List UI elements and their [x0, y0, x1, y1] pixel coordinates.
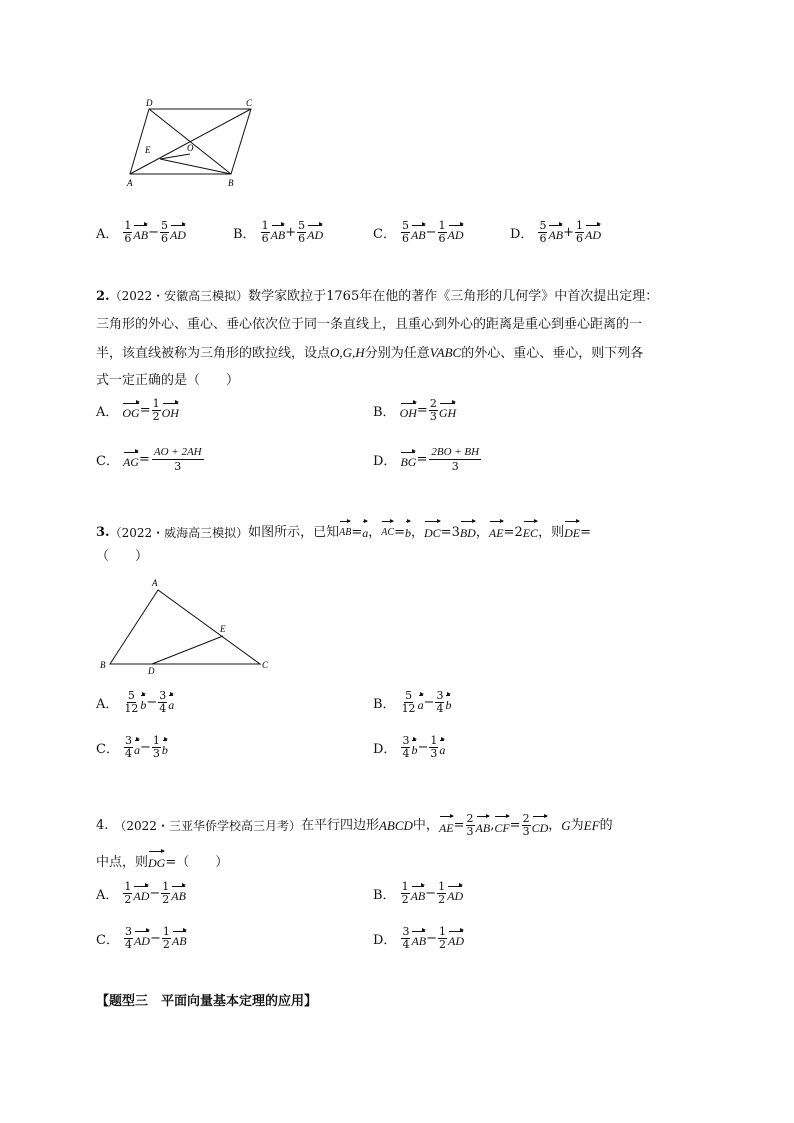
frac-den: 2	[438, 893, 446, 906]
operator: −	[425, 886, 437, 901]
frac-num: 1	[152, 734, 160, 747]
vector-ec: EC	[523, 519, 538, 542]
triangle-figure	[96, 574, 276, 674]
vector: AD	[134, 929, 150, 949]
vector: AD	[170, 223, 186, 243]
equals: =	[416, 403, 428, 418]
vector: AB	[133, 223, 148, 243]
q2-triangle: VABC	[429, 345, 462, 360]
frac-den: 2	[401, 893, 409, 906]
frac-den: 3	[430, 747, 438, 760]
q4-number: 4.	[96, 817, 109, 833]
q2-points: O,G,H	[330, 345, 365, 360]
q4-option-c[interactable]	[96, 926, 187, 951]
q4-text1: 在平行四边形	[300, 817, 379, 833]
segment-eb	[160, 159, 231, 174]
frac-num: 5	[160, 219, 168, 232]
vector-b: b	[405, 519, 411, 542]
vector: AB	[172, 929, 187, 949]
frac-num: 1	[261, 219, 269, 232]
q4-segment-ef: EF	[583, 817, 600, 833]
option-letter: D．	[373, 933, 397, 948]
operator: −	[423, 695, 435, 710]
q1-option-a[interactable]	[96, 220, 186, 245]
vector: OH	[400, 401, 417, 421]
q3-option-a[interactable]	[96, 690, 174, 715]
label-a: A	[152, 578, 158, 588]
vector: AB	[411, 884, 426, 904]
vector: AD	[133, 884, 149, 904]
option-letter: D．	[373, 742, 397, 757]
frac-den: 2	[162, 938, 170, 951]
frac-den: 12	[401, 702, 416, 715]
vector: AB	[271, 223, 286, 243]
option-letter: C．	[96, 742, 119, 757]
frac-num: 5	[298, 219, 306, 232]
frac-num: 3	[436, 689, 444, 702]
vector: AD	[307, 223, 323, 243]
vector-cd: CD	[532, 814, 549, 837]
frac-den: 2	[124, 893, 132, 906]
option-letter: D．	[373, 454, 397, 469]
q1-option-c[interactable]	[373, 220, 464, 245]
q3-option-b[interactable]	[373, 690, 451, 715]
label-c: C	[262, 660, 269, 670]
vector: AB	[171, 884, 186, 904]
q2-text-line3a: 半，该直线被称为三角形的欧拉线，设点	[96, 346, 331, 361]
equals: =	[416, 452, 428, 467]
q4-line1: 4. （2022・三亚华侨学校高三月考） 在平行四边形 ABCD 中， AE = $\frac{2}{3}$ AB , CF = $\frac{2}{3}$ CD ， G 为 EF 的	[96, 812, 613, 838]
frac-den: 6	[438, 232, 446, 245]
frac-num: 5	[401, 219, 409, 232]
vector-ab: AB	[339, 519, 351, 542]
operator: −	[146, 695, 158, 710]
q4-line2	[96, 849, 228, 872]
frac-num: 1	[430, 734, 438, 747]
q2-option-d[interactable]	[373, 445, 483, 474]
label-d: D	[148, 666, 155, 674]
frac-num: 1	[438, 219, 446, 232]
option-letter: C．	[96, 933, 119, 948]
option-letter: A．	[96, 405, 119, 420]
q4-option-a[interactable]	[96, 881, 186, 906]
operator: −	[139, 740, 151, 755]
vector: AD	[448, 223, 464, 243]
q4-text4: 为	[570, 817, 584, 833]
vector: a	[418, 693, 424, 713]
q2-option-b[interactable]	[373, 398, 456, 423]
frac-den: 3	[429, 410, 437, 423]
q2-option-c[interactable]	[96, 445, 206, 474]
vector: OG	[122, 401, 139, 421]
q3-number: 3.	[96, 525, 110, 540]
q3-line1: 3. （2022・威海高三模拟） 如图所示，已知 AB = a ， AC = b ， DC = 3 BD ， AE = 2 EC ，则 DE =	[96, 519, 591, 542]
frac-num: 2	[466, 812, 474, 825]
frac-den: 4	[124, 747, 132, 760]
q2-source: （2022・安徽高三模拟）	[109, 289, 249, 303]
frac-num: 1	[162, 925, 170, 938]
q4-option-b[interactable]	[373, 881, 463, 906]
frac-num: 3	[124, 925, 132, 938]
frac-den: 2	[152, 410, 160, 423]
frac-den: 3	[174, 460, 182, 473]
frac-num: 2BO + BH	[431, 446, 480, 458]
frac-den: 6	[539, 232, 547, 245]
vector-a: a	[362, 519, 368, 542]
operator: −	[149, 886, 161, 901]
q4-text3: ，	[548, 817, 562, 833]
vector: AB	[411, 929, 426, 949]
frac-den: 3	[522, 825, 530, 838]
operator: +	[563, 225, 575, 240]
vector: b	[162, 738, 168, 758]
label-b: B	[100, 660, 106, 670]
frac-num: 5	[405, 689, 413, 702]
label-a: A	[127, 178, 133, 186]
frac-den: 4	[402, 938, 410, 951]
frac-den: 4	[124, 938, 132, 951]
q2-line3	[96, 344, 643, 363]
option-letter: B．	[373, 405, 396, 420]
vector: AG	[123, 450, 139, 470]
q4-text2: 中，	[412, 817, 439, 833]
frac-num: 3	[124, 734, 132, 747]
option-letter: A．	[96, 697, 119, 712]
frac-den: 4	[436, 702, 444, 715]
label-e: E	[220, 624, 226, 634]
operator: −	[149, 931, 161, 946]
q2-text-line3c: 的外心、重心、垂心，则下列各	[461, 346, 644, 361]
frac-den: 2	[439, 938, 447, 951]
diagonal-bd	[149, 109, 231, 174]
frac-den: 3	[451, 460, 459, 473]
q2-line1	[96, 287, 658, 306]
segment-de	[152, 636, 223, 664]
frac-num: 1	[162, 880, 170, 893]
option-letter: A．	[96, 227, 119, 242]
frac-num: 1	[438, 880, 446, 893]
q4-source: （2022・三亚华侨学校高三月考）	[114, 818, 301, 833]
frac-num: 3	[159, 689, 167, 702]
option-letter: B．	[373, 697, 396, 712]
q2-text-line3b: 分别为任意	[364, 346, 430, 361]
option-letter: B．	[373, 888, 396, 903]
q1-option-b[interactable]	[233, 220, 323, 245]
option-letter: C．	[96, 454, 119, 469]
frac-den: 6	[124, 232, 132, 245]
q4-line2b: =（ ）	[165, 855, 229, 870]
option-letter: B．	[233, 227, 256, 242]
equals: =	[139, 403, 151, 418]
vector: b	[445, 693, 451, 713]
section-title: 【题型三 平面向量基本定理的应用】	[96, 994, 318, 1009]
vector: a	[439, 738, 445, 758]
vector: a	[134, 738, 140, 758]
operator: −	[417, 740, 429, 755]
coef-dc: 3	[451, 525, 460, 540]
operator: −	[425, 225, 437, 240]
equals: =	[138, 452, 150, 467]
q2-option-a[interactable]	[96, 398, 179, 423]
segment-eo	[160, 154, 190, 159]
frac-num: 3	[402, 925, 410, 938]
label-b: B	[228, 178, 234, 186]
label-e: E	[145, 145, 151, 155]
option-letter: D．	[510, 227, 534, 242]
frac-num: AO + 2AH	[153, 446, 202, 458]
vector-ab: AB	[476, 814, 491, 837]
q3-text1: 如图所示，已知	[248, 525, 340, 540]
frac-den: 6	[401, 232, 409, 245]
frac-den: 3	[466, 825, 474, 838]
frac-num: 5	[539, 219, 547, 232]
vector-dg: DG	[148, 849, 165, 872]
vector: AD	[447, 884, 463, 904]
vector-ae: AE	[439, 814, 454, 837]
parallelogram-figure	[118, 96, 268, 186]
frac-num: 5	[127, 689, 135, 702]
operator: −	[148, 225, 159, 240]
operator: +	[285, 225, 297, 240]
vector-ac: AC	[381, 519, 394, 542]
q2-number: 2.	[96, 289, 110, 304]
q3-option-c[interactable]	[96, 735, 168, 760]
q3-option-d[interactable]	[373, 735, 445, 760]
vector: AD	[585, 223, 601, 243]
frac-num: 1	[439, 925, 447, 938]
vector: b	[411, 738, 417, 758]
triangle-outline	[110, 590, 260, 664]
vector-ae: AE	[489, 519, 504, 542]
q2-text-line1: 数学家欧拉于1765年在他的著作《三角形的几何学》中首次提出定理：	[248, 289, 659, 304]
frac-num: 1	[576, 219, 584, 232]
label-c: C	[246, 98, 253, 108]
vector: BG	[400, 450, 416, 470]
frac-num: 1	[124, 880, 132, 893]
frac-den: 6	[261, 232, 269, 245]
option-letter: A．	[96, 888, 119, 903]
frac-den: 6	[160, 232, 168, 245]
q4-parallelogram: ABCD	[378, 817, 413, 833]
vector-de: DE	[564, 519, 580, 542]
frac-num: 1	[124, 219, 132, 232]
frac-den: 6	[298, 232, 306, 245]
label-d: D	[146, 98, 153, 108]
frac-den: 4	[159, 702, 167, 715]
coef-ae: 2	[514, 525, 523, 540]
vector-dc: DC	[424, 519, 441, 542]
vector: AB	[411, 223, 426, 243]
frac-num: 2	[522, 812, 530, 825]
q3-text2: ，则	[538, 525, 565, 540]
q1-option-d[interactable]	[510, 220, 601, 245]
frac-den: 6	[576, 232, 584, 245]
vector: AB	[548, 223, 563, 243]
q3-paren: （ ）	[96, 549, 149, 564]
vector: a	[168, 693, 174, 713]
frac-den: 4	[402, 747, 410, 760]
frac-den: 2	[162, 893, 170, 906]
frac-num: 1	[152, 397, 160, 410]
label-o: O	[187, 143, 194, 153]
q4-point-g: G	[561, 817, 571, 833]
q2-line2: 三角形的外心、重心、垂心依次位于同一条直线上，且重心到外心的距离是重心到垂心距离的一	[96, 317, 643, 332]
frac-num: 1	[401, 880, 409, 893]
q4-line2a: 中点，则	[96, 855, 149, 870]
vector: GH	[439, 401, 456, 421]
vector: AD	[448, 929, 464, 949]
vector: OH	[162, 401, 179, 421]
frac-den: 12	[124, 702, 139, 715]
q2-line4: 式一定正确的是（ ）	[96, 373, 240, 388]
vector: b	[140, 693, 146, 713]
frac-num: 3	[402, 734, 410, 747]
q4-text5: 的	[599, 817, 613, 833]
q4-option-d[interactable]	[373, 926, 464, 951]
vector-bd: BD	[460, 519, 476, 542]
option-letter: C．	[373, 227, 396, 242]
vector-cf: CF	[494, 814, 509, 837]
frac-den: 3	[152, 747, 160, 760]
q3-source: （2022・威海高三模拟）	[109, 526, 249, 540]
operator: −	[426, 931, 438, 946]
frac-num: 2	[429, 397, 437, 410]
